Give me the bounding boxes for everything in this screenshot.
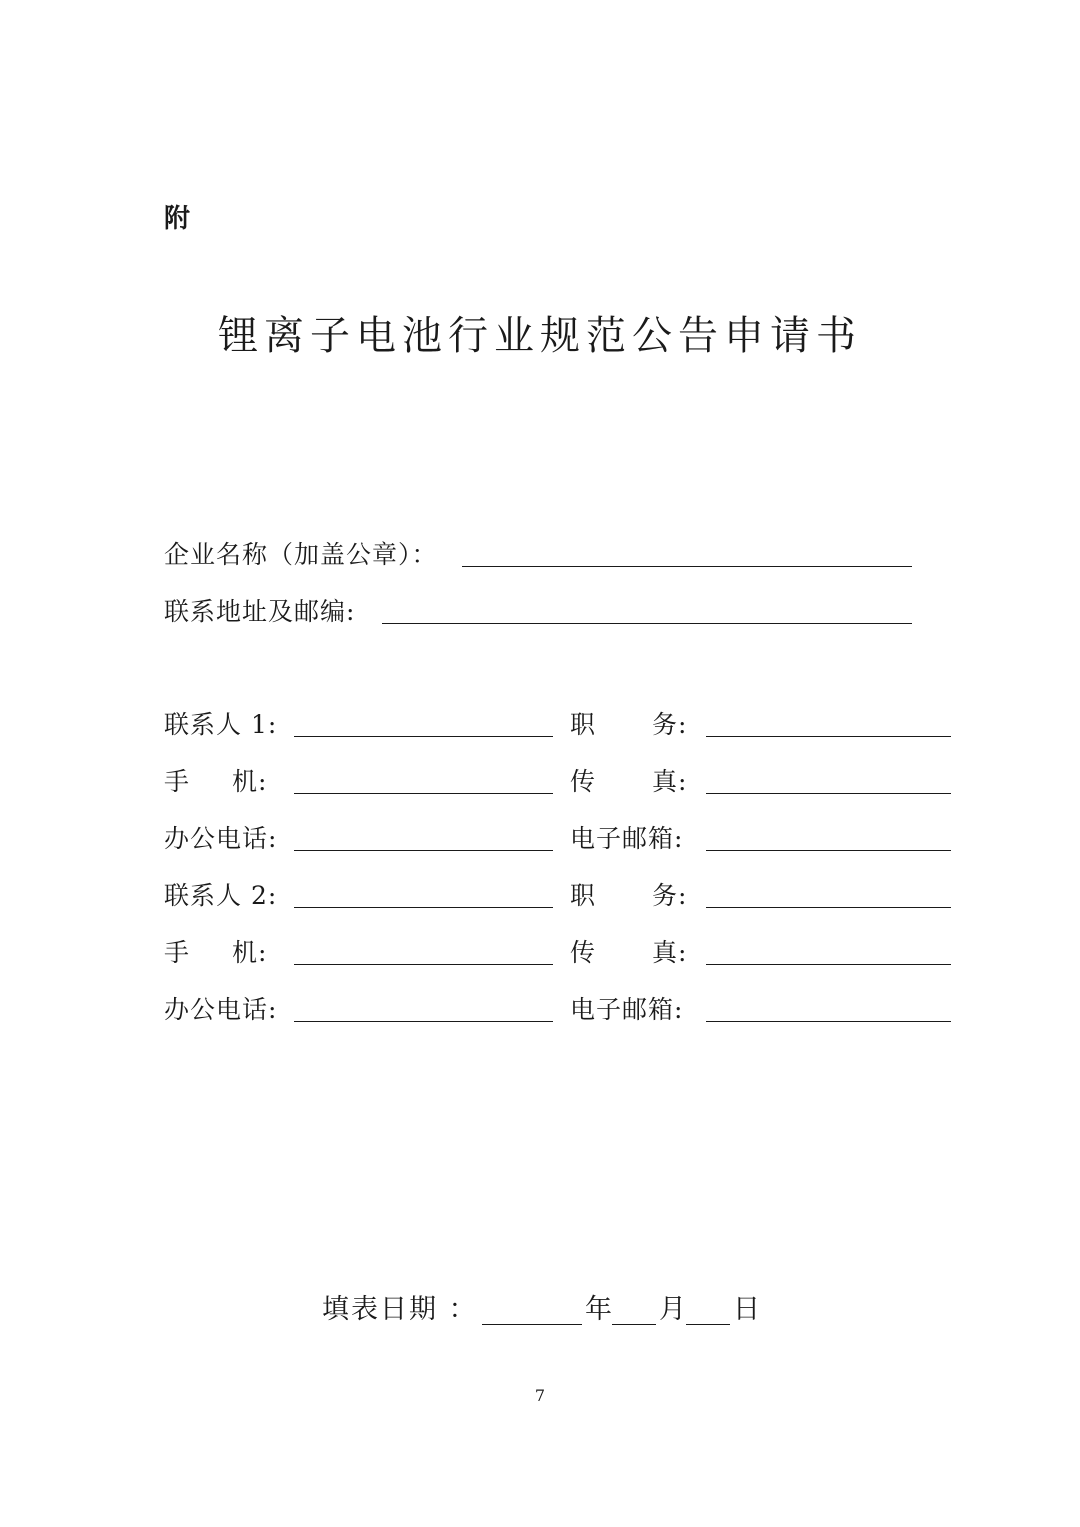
contact2-position-underline bbox=[706, 907, 951, 908]
contact1-position-underline bbox=[706, 736, 951, 737]
company-name-label: 企业名称（加盖公章）： bbox=[164, 540, 438, 569]
fill-date-day-unit: 日 bbox=[733, 1294, 762, 1325]
fill-date-year-input[interactable] bbox=[482, 1294, 590, 1324]
fill-date-month-input[interactable] bbox=[612, 1294, 664, 1324]
fill-date-year-unit: 年 bbox=[585, 1294, 614, 1325]
contact2-email-underline bbox=[706, 1021, 951, 1022]
contact1-fax-label-a: 传 bbox=[570, 767, 597, 796]
contact1-mobile-underline bbox=[294, 793, 553, 794]
contact1-person-underline bbox=[294, 736, 553, 737]
contact1-position-input[interactable] bbox=[706, 706, 959, 736]
contact1-office-phone-input[interactable] bbox=[294, 820, 561, 850]
contact1-office-phone-label: 办公电话: bbox=[164, 824, 278, 853]
contact1-fax-input[interactable] bbox=[706, 763, 959, 793]
contact2-mobile-label-b: 机: bbox=[232, 938, 268, 967]
contact2-mobile-input[interactable] bbox=[294, 934, 561, 964]
contact2-office-phone-input[interactable] bbox=[294, 991, 561, 1021]
contact1-position-label-b: 务: bbox=[652, 710, 688, 739]
contact1-mobile-label-b: 机: bbox=[232, 767, 268, 796]
contact1-fax-label-b: 真: bbox=[652, 767, 688, 796]
fill-date-day-input[interactable] bbox=[686, 1294, 738, 1324]
contact1-mobile-input[interactable] bbox=[294, 763, 561, 793]
contact2-email-label: 电子邮箱: bbox=[570, 995, 684, 1024]
company-name-underline bbox=[462, 566, 912, 567]
fill-date-month-unit: 月 bbox=[659, 1294, 688, 1325]
contact2-mobile-underline bbox=[294, 964, 553, 965]
page-title: 锂离子电池行业规范公告申请书 bbox=[218, 313, 862, 359]
contact2-mobile-label-a: 手 bbox=[164, 938, 191, 967]
contact2-fax-input[interactable] bbox=[706, 934, 959, 964]
address-label: 联系地址及邮编: bbox=[164, 597, 356, 626]
address-input[interactable] bbox=[382, 593, 920, 623]
contact2-fax-label-a: 传 bbox=[570, 938, 597, 967]
company-name-input[interactable] bbox=[462, 536, 920, 566]
contact1-email-label: 电子邮箱: bbox=[570, 824, 684, 853]
contact1-fax-underline bbox=[706, 793, 951, 794]
contact1-person-label: 联系人 1: bbox=[164, 710, 278, 739]
contact1-email-underline bbox=[706, 850, 951, 851]
contact1-person-input[interactable] bbox=[294, 706, 561, 736]
contact2-office-phone-underline bbox=[294, 1021, 553, 1022]
contact2-person-label: 联系人 2: bbox=[164, 881, 278, 910]
fill-date-year-underline bbox=[482, 1324, 582, 1325]
contact2-position-label-a: 职 bbox=[570, 881, 597, 910]
fill-date-label: 填表日期 ： bbox=[322, 1294, 478, 1325]
contact1-office-phone-underline bbox=[294, 850, 553, 851]
contact1-email-input[interactable] bbox=[706, 820, 959, 850]
contact2-email-input[interactable] bbox=[706, 991, 959, 1021]
contact1-position-label-a: 职 bbox=[570, 710, 597, 739]
page-number: 7 bbox=[534, 1386, 546, 1405]
contact1-mobile-label-a: 手 bbox=[164, 767, 191, 796]
contact2-office-phone-label: 办公电话: bbox=[164, 995, 278, 1024]
attachment-label: 附 bbox=[164, 204, 191, 234]
contact2-position-label-b: 务: bbox=[652, 881, 688, 910]
contact2-person-input[interactable] bbox=[294, 877, 561, 907]
address-underline bbox=[382, 623, 912, 624]
fill-date-day-underline bbox=[686, 1324, 730, 1325]
contact2-fax-underline bbox=[706, 964, 951, 965]
contact2-fax-label-b: 真: bbox=[652, 938, 688, 967]
contact2-person-underline bbox=[294, 907, 553, 908]
fill-date-month-underline bbox=[612, 1324, 656, 1325]
contact2-position-input[interactable] bbox=[706, 877, 959, 907]
